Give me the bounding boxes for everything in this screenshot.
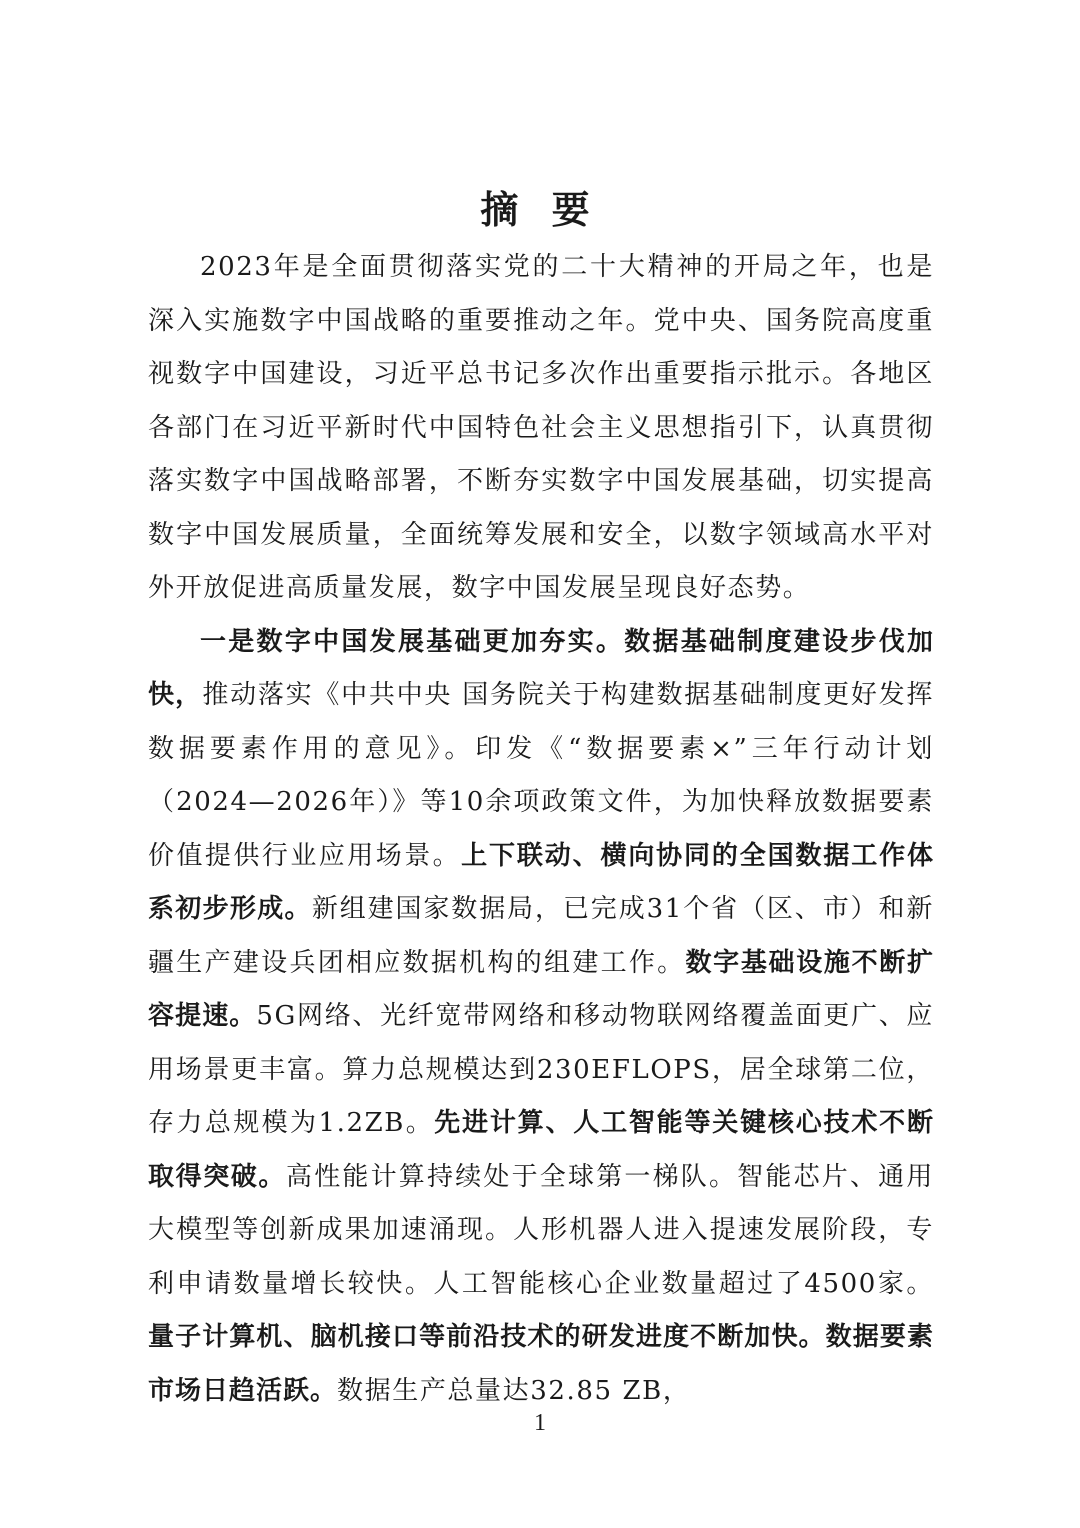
bold-heading: 先进计算、人工智能等关键核心技术不断取得突破。 <box>148 1108 934 1192</box>
bold-heading: 一是数字中国发展基础更加夯实。数据基础制度建设步伐加快， <box>148 626 934 710</box>
paragraph-foundation <box>148 616 934 1419</box>
page-title: 摘 要 <box>480 188 600 232</box>
bold-heading: 量子计算机、脑机接口等前沿技术的研发进度不断加快。数据要素市场日趋活跃。 <box>148 1322 934 1406</box>
text-run: 5G网络、光纤宽带网络和移动物联网络覆盖面更广、应用场景更丰富。算力总规模达到230EFLOPS，居全球第二位，存力总规模为1.2ZB。 <box>148 1001 934 1138</box>
page-number: 1 <box>534 1410 546 1436</box>
text-run: 数据生产总量达32.85 ZB， <box>337 1375 691 1406</box>
bold-heading: 数字基础设施不断扩容提速。 <box>148 947 934 1031</box>
text-run: 新组建国家数据局，已完成31个省（区、市）和新疆生产建设兵团相应数据机构的组建工作。 <box>148 894 934 978</box>
paragraph-intro: 2023年是全面贯彻落实党的二十大精神的开局之年，也是深入实施数字中国战略的重要推动之年。党中央、国务院高度重视数字中国建设，习近平总书记多次作出重要指示批示。各地区各部门在习近平新时代中国特色社会主义思想指引下，认真贯彻落实数字中国战略部署，不断夯实数字中国发展基础，切实提高数字中国发展质量，全面统筹发展和安全，以数字领域高水平对外开放促进高质量发展，数字中国发展呈现良好态势。 <box>148 252 934 603</box>
bold-heading: 上下联动、横向协同的全国数据工作体系初步形成。 <box>148 840 934 924</box>
document-body <box>148 241 934 1418</box>
text-run: 推动落实《中共中央 国务院关于构建数据基础制度更好发挥数据要素作用的意见》。印发《“数据要素×”三年行动计划（2024—2026年）》等10余项政策文件，为加快释放数据要素价值提供行业应用场景。 <box>148 680 934 871</box>
text-run: 高性能计算持续处于全球第一梯队。智能芯片、通用大模型等创新成果加速涌现。人形机器人进入提速发展阶段，专利申请数量增长较快。人工智能核心企业数量超过了4500家。 <box>148 1161 934 1299</box>
